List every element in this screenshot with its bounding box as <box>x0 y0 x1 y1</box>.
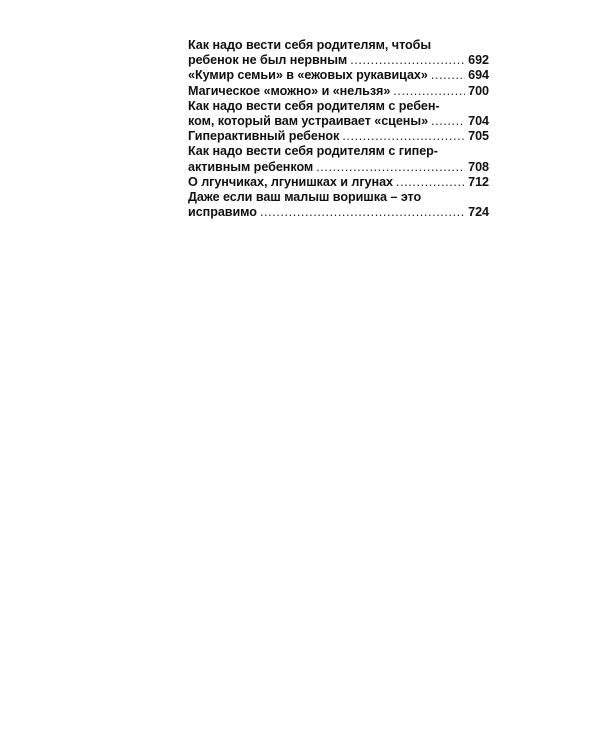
toc-entry-title-line: Магическое «можно» и «нельзя» <box>188 83 391 98</box>
toc-entry-last-line <box>188 175 489 190</box>
toc-entry-title-line: Как надо вести себя родителям с гипер- <box>188 144 438 159</box>
dot-leader <box>393 84 465 99</box>
toc-entry <box>188 175 489 190</box>
toc-entry-last-line <box>188 68 489 83</box>
toc-page-number: 724 <box>468 205 489 220</box>
dot-leader <box>350 53 465 68</box>
toc-entry-title-line: ребенок не был нервным <box>188 53 348 68</box>
toc-page-number: 708 <box>468 159 489 174</box>
dot-leader <box>342 129 465 144</box>
dot-leader <box>396 175 465 190</box>
toc-entry <box>188 129 489 144</box>
toc-page-number: 712 <box>468 174 489 189</box>
toc-entry-title-line: активным ребенком <box>188 159 314 174</box>
toc-entry-last-line <box>188 53 489 68</box>
toc-page-number: 705 <box>468 129 489 144</box>
toc-entry-title-line: «Кумир семьи» в «ежовых рукавицах» <box>188 68 428 83</box>
toc-entry-last-line <box>188 129 489 144</box>
dot-leader <box>260 205 465 220</box>
dot-leader <box>431 114 465 129</box>
toc-entry <box>188 144 489 174</box>
toc-entry-title-line: Даже если ваш малыш воришка – это <box>188 190 422 205</box>
toc-page-number: 700 <box>468 83 489 98</box>
toc-entry <box>188 99 489 129</box>
dot-leader <box>431 68 465 83</box>
toc-entry <box>188 38 489 68</box>
toc-page-number: 692 <box>468 53 489 68</box>
toc-entry-title-line: Гиперактивный ребенок <box>188 129 340 144</box>
toc-entry-last-line <box>188 114 489 129</box>
toc-entry-title-line: О лгунчиках, лгунишках и лгунах <box>188 174 393 189</box>
toc-entry-title-line: Как надо вести себя родителям, чтобы <box>188 38 432 52</box>
toc-page-number: 694 <box>468 68 489 83</box>
toc-entry <box>188 68 489 83</box>
dot-leader <box>316 160 465 175</box>
toc-entry-last-line <box>188 160 489 175</box>
toc-entry-title-line: ком, который вам устраивает «сцены» <box>188 114 429 129</box>
toc-entry-last-line <box>188 84 489 99</box>
toc-entry <box>188 190 489 220</box>
toc-entry-title-line: исправимо <box>188 205 257 220</box>
toc-entry-title-line: Как надо вести себя родителям с ребен- <box>188 98 440 113</box>
table-of-contents <box>188 38 489 220</box>
toc-entry <box>188 84 489 99</box>
toc-entry-last-line <box>188 205 489 220</box>
toc-page-number: 704 <box>468 114 489 129</box>
